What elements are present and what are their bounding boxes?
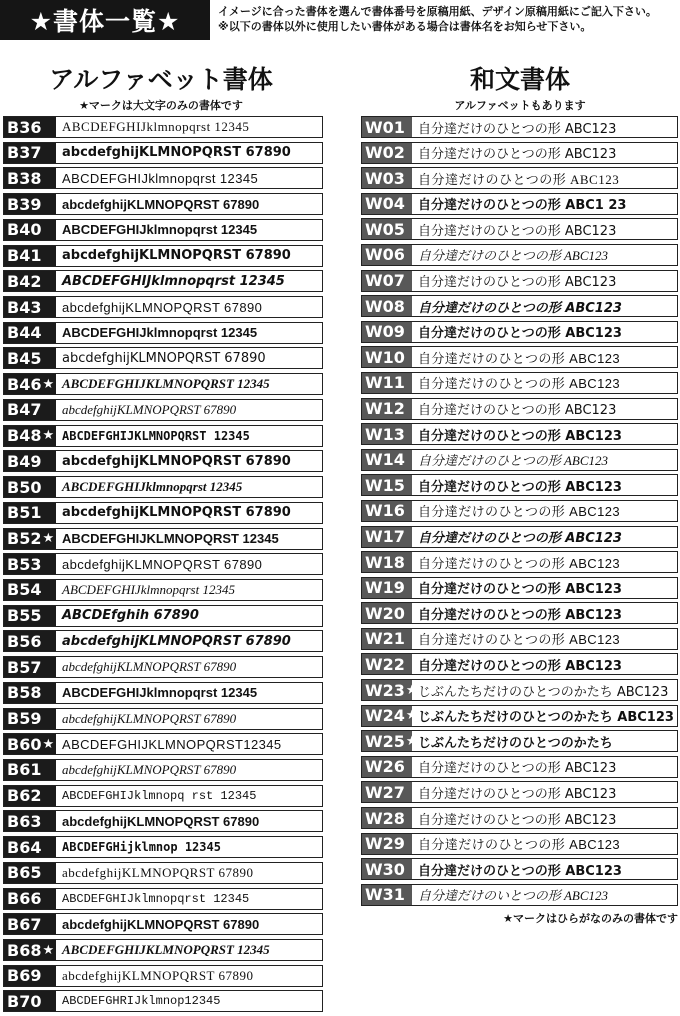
- font-sample-text: 自分達だけのひとつの形 ABC123: [418, 863, 622, 879]
- font-sample-text: じぶんたちだけのひとつのかたち ABC123: [418, 684, 669, 700]
- font-code: B39: [7, 194, 42, 214]
- japanese-section-header: [360, 60, 680, 113]
- font-code-label: [4, 631, 56, 651]
- font-code: B67: [7, 914, 42, 934]
- font-sample-text: abcdefghijKLMNOPQRST 67890: [62, 248, 291, 264]
- font-code-label: [4, 503, 56, 523]
- font-sample-text: abcdefghijKLMNOPQRST 67890: [62, 145, 291, 161]
- uppercase-only-star-icon: ★: [405, 708, 418, 724]
- font-sample-text: 自分達だけのひとつの形 ABC123: [418, 376, 620, 392]
- font-code: W05: [365, 219, 405, 239]
- font-code-label: [362, 808, 412, 828]
- font-sample-text: abcdefghijKLMNOPQRST 67890: [62, 350, 266, 366]
- alphabet-font-row: [3, 219, 323, 241]
- font-code: W01: [365, 117, 405, 137]
- japanese-font-row: [361, 858, 678, 880]
- font-sample-text: 自分達だけのひとつの形 ABC123: [418, 837, 620, 853]
- font-code: W11: [365, 373, 405, 393]
- alphabet-font-row: [3, 785, 323, 807]
- font-sample-text: じぶんたちだけのひとつのかたち: [418, 735, 613, 751]
- uppercase-only-star-icon: ★: [405, 682, 418, 698]
- font-code: B61: [7, 760, 42, 780]
- font-code-label: [362, 706, 418, 726]
- font-code-label: [362, 885, 412, 905]
- font-code: B41: [7, 246, 42, 266]
- font-sample-text: じぶんたちだけのひとつのかたち ABC123: [418, 710, 674, 726]
- font-code: W04: [365, 194, 405, 214]
- font-sample-text: ABCDEFGHIJklmnopqrst 12345: [62, 479, 243, 495]
- font-sample-text: abcdefghijKLMNOPQRST 67890: [62, 710, 237, 726]
- alphabet-font-row: [3, 502, 323, 524]
- font-code: B70: [7, 991, 42, 1011]
- font-code-label: [362, 322, 412, 342]
- alphabet-font-row: [3, 579, 323, 601]
- font-code-label: [362, 373, 412, 393]
- font-code-label: [362, 731, 418, 751]
- font-code: B55: [7, 606, 42, 626]
- font-code: W06: [365, 245, 405, 265]
- font-code-label: [4, 297, 56, 317]
- font-code: W28: [365, 808, 405, 828]
- font-code-label: [362, 424, 412, 444]
- alphabet-font-row: [3, 888, 323, 910]
- intro-note-2: ※以下の書体以外に使用したい書体がある場合は書体名をお知らせ下さい。: [218, 20, 592, 33]
- japanese-font-row: [361, 679, 678, 701]
- japanese-font-row: [361, 346, 678, 368]
- alphabet-section-header: [0, 60, 322, 113]
- alphabet-subtitle: ★マークは大文字のみの書体です: [79, 99, 243, 112]
- font-code-label: [362, 296, 412, 316]
- font-code: B48: [7, 426, 42, 446]
- font-sample-text: abcdefghijKLMNOPQRST 67890: [62, 916, 260, 932]
- font-code: W26: [365, 757, 405, 777]
- japanese-subtitle: アルファベットもあります: [454, 99, 586, 112]
- font-code-label: [4, 529, 56, 549]
- font-code: B57: [7, 657, 42, 677]
- alphabet-font-row: [3, 939, 323, 961]
- font-code: W14: [365, 450, 405, 470]
- font-code: W17: [365, 527, 405, 546]
- font-code: W30: [365, 859, 405, 879]
- font-code-label: [362, 347, 412, 367]
- font-sample-text: abcdefghijKLMNOPQRST 67890: [62, 761, 237, 777]
- japanese-font-row: [361, 884, 678, 906]
- font-sample-text: 自分達だけのひとつの形 ABC123: [418, 504, 620, 520]
- font-code-label: [362, 450, 412, 470]
- intro-notes: [218, 4, 678, 34]
- alphabet-font-row: [3, 810, 323, 832]
- font-code-label: [4, 143, 56, 163]
- japanese-font-row: [361, 372, 678, 394]
- alphabet-font-row: [3, 296, 323, 318]
- font-sample-text: 自分達だけのひとつの形 ABC123: [418, 632, 620, 648]
- japanese-footnote: ★マークはひらがなのみの書体です: [503, 912, 678, 925]
- font-sample-text: 自分達だけのいとつの形 ABC123: [418, 888, 609, 904]
- alphabet-font-row: [3, 965, 323, 987]
- font-code: B44: [7, 323, 42, 343]
- japanese-font-row: [361, 577, 678, 599]
- font-code-label: [4, 451, 56, 471]
- japanese-font-row: [361, 270, 678, 292]
- japanese-font-row: [361, 295, 678, 317]
- font-code-label: [4, 117, 56, 137]
- font-code: B54: [7, 580, 42, 600]
- font-code-label: [362, 117, 412, 137]
- font-sample-text: ABCDEFGHIJKLMNOPQRST 12345: [62, 942, 270, 957]
- alphabet-font-row: [3, 630, 323, 652]
- font-sample-text: 自分達だけのひとつの形 ABC123: [418, 326, 622, 342]
- font-sample-text: abcdefghijKLMNOPQRST 67890: [62, 864, 254, 880]
- font-sample-text: 自分達だけのひとつの形 ABC123: [418, 582, 622, 598]
- font-code-label: [362, 194, 412, 214]
- font-code-label: [4, 606, 56, 626]
- japanese-font-row: [361, 321, 678, 343]
- font-sample-text: ABCDEFGHIJKLMNOPQRST12345: [62, 736, 282, 752]
- font-code: B66: [7, 889, 42, 909]
- alphabet-font-row: [3, 270, 323, 292]
- alphabet-font-row: [3, 245, 323, 267]
- font-sample-text: abcdefghijKLMNOPQRST 67890: [62, 659, 237, 675]
- font-sample-text: 自分達だけのひとつの形 ABC123: [418, 531, 622, 546]
- font-sample-text: abcdefghijKLMNOPQRST 67890: [62, 556, 263, 572]
- font-code: B46: [7, 374, 42, 394]
- font-code: B52: [7, 529, 42, 548]
- font-code: B65: [7, 863, 42, 883]
- font-code-label: [362, 834, 412, 854]
- font-sample-text: abcdefghijKLMNOPQRST 67890: [62, 505, 291, 521]
- font-sample-text: ABCDEFGHIJKLMNOPQRST 12345: [62, 428, 250, 443]
- font-code-label: [4, 914, 56, 934]
- font-code-label: [362, 782, 412, 802]
- font-code-label: [362, 168, 412, 188]
- font-sample-text: 自分達だけのひとつの形 ABC123: [418, 248, 609, 264]
- font-code: B68: [7, 940, 42, 960]
- font-sample-text: 自分達だけのひとつの形 ABC123: [418, 171, 620, 187]
- font-sample-text: ABCDEFGHijklmnop 12345: [62, 840, 221, 855]
- font-code-label: [4, 991, 56, 1011]
- font-sample-text: 自分達だけのひとつの形 ABC123: [418, 812, 617, 828]
- alphabet-font-row: [3, 682, 323, 704]
- alphabet-font-row: [3, 322, 323, 344]
- font-code-label: [362, 603, 412, 623]
- font-sample-text: ABCDEFGHIJklmnopqrst 12345: [62, 273, 285, 289]
- font-code: B59: [7, 709, 42, 729]
- japanese-font-row: [361, 653, 678, 675]
- font-code: W02: [365, 143, 405, 163]
- font-code: B63: [7, 811, 42, 831]
- alphabet-font-row: [3, 733, 323, 755]
- font-code: W12: [365, 399, 405, 419]
- alphabet-font-list: [3, 116, 323, 1016]
- font-code-label: [4, 734, 56, 754]
- japanese-font-row: [361, 730, 678, 752]
- font-code-label: [4, 786, 56, 806]
- font-code-label: [4, 966, 56, 986]
- font-sample-text: ABCDEFGHIJklmnopq rst 12345: [62, 788, 257, 803]
- font-code: W22: [365, 654, 405, 674]
- alphabet-font-row: [3, 373, 323, 395]
- font-code-label: [4, 709, 56, 729]
- alphabet-font-row: [3, 116, 323, 138]
- japanese-font-row: [361, 628, 678, 650]
- japanese-font-row: [361, 807, 678, 829]
- alphabet-font-row: [3, 656, 323, 678]
- alphabet-font-row: [3, 990, 323, 1012]
- font-code-label: [4, 477, 56, 497]
- font-code: W29: [365, 834, 405, 854]
- font-code-label: [4, 940, 56, 960]
- alphabet-font-row: [3, 605, 323, 627]
- japanese-font-row: [361, 833, 678, 855]
- alphabet-font-row: [3, 450, 323, 472]
- japanese-font-row: [361, 244, 678, 266]
- japanese-font-row: [361, 116, 678, 138]
- font-code-label: [4, 400, 56, 420]
- font-code-label: [362, 501, 412, 521]
- font-code-label: [362, 143, 412, 163]
- font-sample-text: 自分達だけのひとつの形 ABC123: [418, 223, 617, 239]
- font-code-label: [362, 654, 412, 674]
- japanese-font-row: [361, 474, 678, 496]
- font-code: W16: [365, 501, 405, 521]
- font-code-label: [4, 863, 56, 883]
- japanese-font-row: [361, 398, 678, 420]
- japanese-font-row: [361, 423, 678, 445]
- font-code: W08: [365, 296, 405, 316]
- font-sample-text: 自分達だけのひとつの形 ABC1 23: [418, 198, 627, 214]
- font-code-label: [4, 760, 56, 780]
- font-sample-text: 自分達だけのひとつの形 ABC123: [418, 121, 617, 137]
- font-sample-text: 自分達だけのひとつの形 ABC123: [418, 275, 617, 291]
- font-sample-text: ABCDEFGHIJklmnopqrst 12345: [62, 685, 258, 701]
- font-code: W20: [365, 603, 405, 623]
- uppercase-only-star-icon: ★: [42, 428, 55, 444]
- japanese-font-row: [361, 602, 678, 624]
- font-sample-text: abcdefghijKLMNOPQRST 67890: [62, 813, 260, 829]
- font-code: W23: [365, 680, 405, 700]
- font-sample-text: 自分達だけのひとつの形 ABC123: [418, 428, 622, 444]
- font-sample-text: 自分達だけのひとつの形 ABC123: [418, 786, 617, 802]
- font-sample-text: 自分達だけのひとつの形 ABC123: [418, 350, 620, 366]
- font-code: B58: [7, 683, 42, 703]
- font-code-label: [4, 889, 56, 909]
- font-code: W18: [365, 552, 405, 572]
- uppercase-only-star-icon: ★: [405, 733, 418, 749]
- font-code: B45: [7, 348, 42, 368]
- font-code-label: [4, 220, 56, 240]
- font-sample-text: abcdefghijKLMNOPQRST 67890: [62, 299, 263, 315]
- font-code: W21: [365, 629, 405, 649]
- font-sample-text: 自分達だけのひとつの形 ABC123: [418, 300, 622, 316]
- font-code-label: [362, 475, 412, 495]
- font-code: B43: [7, 297, 42, 317]
- font-code-label: [362, 578, 412, 598]
- font-code-label: [4, 374, 56, 394]
- font-sample-text: ABCDEFGHIJKLMNOPQRST 12345: [62, 376, 270, 392]
- font-code: W27: [365, 782, 405, 802]
- font-sample-text: ABCDEfghih 67890: [62, 608, 199, 624]
- japanese-font-row: [361, 705, 678, 727]
- font-sample-text: ABCDEFGHIJklmnopqrst 12345: [62, 891, 250, 906]
- font-code-label: [4, 246, 56, 266]
- alphabet-font-row: [3, 399, 323, 421]
- font-code: W10: [365, 347, 405, 367]
- font-code-label: [4, 426, 56, 446]
- japanese-font-row: [361, 218, 678, 240]
- font-code-label: [362, 680, 418, 700]
- japanese-font-row: [361, 756, 678, 778]
- intro-note-1: イメージに合った書体を選んで書体番号を原稿用紙、デザイン原稿用紙にご記入下さい。: [218, 5, 657, 18]
- font-code: B38: [7, 168, 42, 188]
- page-title: ★書体一覧★: [0, 0, 210, 40]
- font-sample-text: 自分達だけのひとつの形 ABC123: [418, 607, 622, 623]
- japanese-font-row: [361, 500, 678, 522]
- font-code: W24: [365, 706, 405, 726]
- font-code-label: [4, 168, 56, 188]
- font-sample-text: abcdefghijKLMNOPQRST 67890: [62, 453, 291, 469]
- font-sample-text: ABCDEFGHRIJklmnop12345: [62, 994, 221, 1009]
- font-sample-text: 自分達だけのひとつの形 ABC123: [418, 479, 622, 495]
- uppercase-only-star-icon: ★: [42, 736, 55, 752]
- font-code: W13: [365, 424, 405, 444]
- japanese-font-row: [361, 551, 678, 573]
- japanese-font-list: [361, 116, 678, 909]
- font-code-label: [362, 219, 412, 239]
- alphabet-font-row: [3, 708, 323, 730]
- alphabet-font-row: [3, 167, 323, 189]
- font-code: W19: [365, 578, 405, 598]
- font-code-label: [4, 683, 56, 703]
- japanese-font-row: [361, 193, 678, 215]
- uppercase-only-star-icon: ★: [42, 376, 55, 392]
- font-code-label: [4, 837, 56, 857]
- font-code-label: [362, 757, 412, 777]
- font-code-label: [362, 859, 412, 879]
- font-code-label: [4, 271, 56, 291]
- font-code: W25: [365, 731, 405, 751]
- font-code-label: [4, 580, 56, 600]
- font-sample-text: ABCDEFGHIJklmnopqrst 12345: [62, 222, 258, 238]
- font-code-label: [362, 629, 412, 649]
- font-code-label: [362, 271, 412, 291]
- alphabet-font-row: [3, 862, 323, 884]
- font-code-label: [4, 554, 56, 574]
- alphabet-font-row: [3, 425, 323, 447]
- font-sample-text: ABCDEFGHIJklmnopqrst 12345: [62, 119, 250, 134]
- font-code-label: [4, 323, 56, 343]
- alphabet-font-row: [3, 142, 323, 164]
- alphabet-title: アルファベット書体: [49, 65, 273, 94]
- font-code-label: [4, 194, 56, 214]
- japanese-font-row: [361, 167, 678, 189]
- uppercase-only-star-icon: ★: [42, 942, 55, 958]
- font-sample-text: 自分達だけのひとつの形 ABC123: [418, 403, 617, 419]
- font-code: B62: [7, 786, 42, 806]
- font-sample-text: 自分達だけのひとつの形 ABC123: [418, 147, 617, 163]
- font-code: B56: [7, 631, 42, 651]
- japanese-font-row: [361, 449, 678, 471]
- alphabet-font-row: [3, 528, 323, 550]
- font-code: B40: [7, 220, 42, 240]
- font-sample-text: abcdefghijKLMNOPQRST 67890: [62, 967, 254, 983]
- alphabet-font-row: [3, 553, 323, 575]
- font-code: B49: [7, 451, 42, 471]
- japanese-font-row: [361, 781, 678, 803]
- japanese-font-row: [361, 142, 678, 164]
- font-code: B64: [7, 837, 42, 857]
- font-code: B50: [7, 477, 42, 497]
- font-code: W03: [365, 168, 405, 188]
- font-sample-text: 自分達だけのひとつの形 ABC123: [418, 453, 609, 469]
- font-sample-text: 自分達だけのひとつの形 ABC123: [418, 761, 617, 777]
- font-sample-text: abcdefghijKLMNOPQRST 67890: [62, 633, 291, 649]
- font-sample-text: ABCDEFGHIJklmnopqrst 12345: [62, 581, 235, 597]
- alphabet-font-row: [3, 836, 323, 858]
- font-code: B37: [7, 143, 42, 163]
- font-code: B69: [7, 966, 42, 986]
- font-code: B47: [7, 400, 42, 420]
- font-code: W09: [365, 322, 405, 342]
- font-code: B36: [7, 117, 42, 137]
- font-sample-text: abcdefghijKLMNOPQRST 67890: [62, 401, 237, 417]
- alphabet-font-row: [3, 193, 323, 215]
- font-code: B51: [7, 503, 42, 523]
- font-code-label: [362, 245, 412, 265]
- alphabet-font-row: [3, 476, 323, 498]
- japanese-title: 和文書体: [469, 65, 570, 94]
- font-sample-text: ABCDEFGHIJKLMNOPQRST 12345: [62, 531, 279, 546]
- font-sample-text: ABCDEFGHIJklmnopqrst 12345: [62, 170, 259, 186]
- font-code: B42: [7, 271, 42, 291]
- japanese-font-row: [361, 526, 678, 548]
- alphabet-font-row: [3, 913, 323, 935]
- font-code-label: [362, 552, 412, 572]
- font-code: W07: [365, 271, 405, 291]
- font-code: W31: [365, 885, 405, 905]
- font-sample-text: 自分達だけのひとつの形 ABC123: [418, 658, 622, 674]
- font-code-label: [4, 657, 56, 677]
- alphabet-font-row: [3, 759, 323, 781]
- font-code: B60: [7, 734, 42, 754]
- uppercase-only-star-icon: ★: [42, 531, 55, 546]
- font-sample-text: ABCDEFGHIJklmnopqrst 12345: [62, 325, 258, 341]
- font-code-label: [362, 399, 412, 419]
- font-code: W15: [365, 475, 405, 495]
- alphabet-font-row: [3, 347, 323, 369]
- font-sample-text: abcdefghijKLMNOPQRST 67890: [62, 196, 260, 212]
- font-code-label: [4, 811, 56, 831]
- font-code: B53: [7, 554, 42, 574]
- font-sample-text: 自分達だけのひとつの形 ABC123: [418, 555, 620, 571]
- font-code-label: [4, 348, 56, 368]
- font-code-label: [362, 527, 412, 547]
